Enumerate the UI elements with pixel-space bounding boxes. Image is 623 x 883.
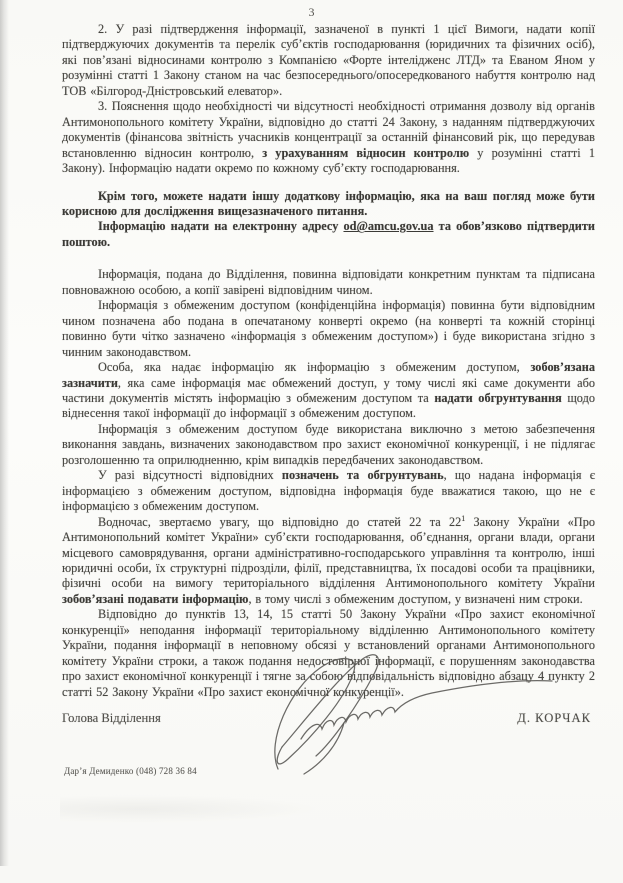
text-run: та обов’язково підтвердити поштою. [62,219,595,249]
text-run: У разі відсутності відповідних [98,468,282,483]
executor-contact: Дар’я Демиденко (048) 728 36 84 [64,766,197,776]
text-run: Інформація з обмеженим доступом (конфіденційна інформація) повинна бути відповідним чином позначена або подана в опечатаному конверті окремо (на конверті та кожній сторінці повинно бути чітко зазначено «інформація з обмеженим доступом») і буде використана згідно з чинним законодавством. [62,298,595,359]
text-run: зобов’язані подавати інформацію [62,591,249,606]
text-run: Відповідно до пунктів 13, 14, 15 статті 50 Закону України «Про захист економічної конкуренції» неподання інформації територіальному відділенню Антимонопольного комітету України, подання інформації в неповному обсязі у встановлений органами Антимонопольного комітету України строки, а також подання недостовірної інформації, є порушенням законодавства про захист економічної конкуренції і тягне за собою відповідальність відповідно абзацу 4 пункту 2 статті 52 Закону України «Про захист економічної конкуренції». [62,607,595,699]
text-run: позначень та обгрунтувань [281,468,444,483]
page-number: 3 [308,5,315,19]
text-run: Закону України «Про Антимонопольний комітет України» суб’єкти господарювання, об’єднання, органи влади, органи місцевого самоврядування, органи адміністративно-господарського управління та контролю, інші юридичні особи, їх структурні підрозділи, філії, представництва, їх посадові особи та працівники, фізичні особи на вимогу територіального відділення Антимонопольного комітету України [62,514,595,591]
scan-edge-artifact [0,0,9,866]
text-run: Інформація з обмеженим доступом буде використана виключно з метою забезпечення виконання завдань, визначених законодавством про захист економічної конкуренції, і не підлягає розголошенню та оприлюдненню, крім випадків передбачених законодавством. [62,421,595,467]
paragraph [62,298,595,360]
scan-smudge-artifact [60,795,320,823]
text-run: Крім того, можете надати іншу додаткову інформацію, яка на ваш погляд може бути корисною для дослідження вищезазначеного питання. [62,188,595,218]
text-run: , що надана інформація є інформацією з обмеженим доступом, відповідна інформація буде вважатися такою, що не є інформацією з обмеженим доступом. [62,468,595,514]
text-run: щодо віднесення такої інформації до інформації з обмеженим доступом. [62,390,596,421]
signer-name: Д. КОРЧАК [517,711,591,725]
text-run: , яка саме інформація має обмежений доступ, у тому числі які саме документи або частини документів містять інформацію з обмеженим доступом та [62,375,595,405]
paragraph [62,219,595,250]
text-run: 2. У разі підтвердження інформації, зазначеної в пункті 1 цієї Вимоги, надати копії підтверджуючих документів та перелік суб’єктів господарювання (юридичних та фізичних осіб), які пов’язані відносинами контролю з Компанією «Форте інтелідженс ЛТД» та Еваном Яном у розумінні статті 1 Закону станом на час безпосереднього/опосередкованого набуття контролю над ТОВ «Білгород-Дністровський елеватор». [62,22,595,98]
text-run: Особа, яка надає інформацію як інформацію з обмеженим доступом, [98,360,531,375]
text-run: 1 [461,513,466,523]
paragraph [62,189,595,220]
signer-title: Голова Відділення [62,711,161,725]
paragraph [62,360,595,422]
paragraph [62,267,595,298]
paragraph [62,515,595,608]
text-run: з урахуванням відносин контролю [262,145,470,160]
text-run: зобов’язана зазначити [62,360,595,390]
text-run: 3. Пояснення щодо необхідності чи відсутності необхідності отримання дозволу від органів Антимонопольного комітету України, відповідно до статті 24 Закону, з наданням підтверджуючих документів (фінансова звітність учасників концентрації за останній фінансовий рік, що передував встановленню відносин контролю, [62,99,595,160]
paragraph [62,468,595,514]
paragraph [62,99,595,176]
text-run: , в тому числі з обмеженим доступом, у визначені ним строки. [248,591,583,606]
text-run: Інформація, подана до Відділення, повинна відповідати конкретним пунктам та підписана повноважною особою, а копії завірені відповідним чином. [62,267,595,297]
paragraph [62,22,595,99]
document-body [62,22,595,700]
text-run: Інформацію надати на електронну адресу [98,219,344,234]
paragraph [62,422,595,468]
text-run: надати обгрунтування [434,390,562,405]
email-address: od@amcu.gov.ua [343,219,434,234]
text-run: у розумінні статті 1 Закону). Інформацію надати окремо по кожному суб’єкту господарювання. [62,145,595,176]
signature-block [62,711,591,726]
text-run: Водночас, звертаємо увагу, що відповідно до статей 22 та 22 [98,514,462,529]
